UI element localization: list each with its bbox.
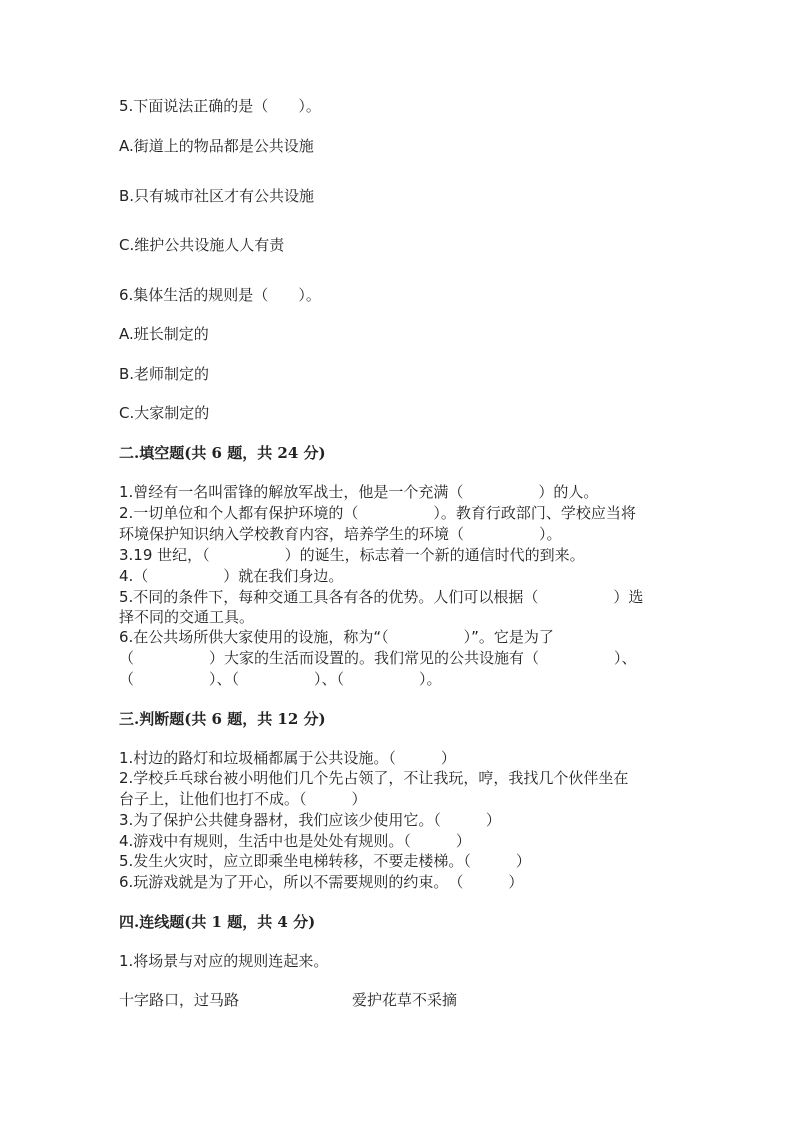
question-line: 环境保护知识纳入学校教育内容，培养学生的环境（ ）。 — [119, 525, 562, 543]
question-line: 6.玩游戏就是为了开心，所以不需要规则的约束。 （ ） — [119, 873, 524, 891]
question-line: 1.曾经有一名叫雷锋的解放军战士，他是一个充满（ ）的人。 — [119, 483, 599, 501]
question-line: 1.村边的路灯和垃圾桶都属于公共设施。（ ） — [119, 749, 456, 767]
question-line: （ ）大家的生活而设置的。我们常见的公共设施有（ ）、 — [119, 649, 637, 667]
option-c: C.维护公共设施人人有责 — [119, 236, 285, 254]
section-heading: 三.判断题(共 6 题，共 12 分) — [119, 710, 326, 728]
question-stem: 5.下面说法正确的是（ ）。 — [119, 97, 321, 115]
question-line: 5.发生火灾时，应立即乘坐电梯转移，不要走楼梯。（ ） — [119, 852, 531, 870]
question-stem: 1.将场景与对应的规则连起来。 — [119, 952, 329, 970]
question-line: 2.一切单位和个人都有保护环境的（ ）。教育行政部门、学校应当将 — [119, 504, 636, 522]
match-right-item: 爱护花草不采摘 — [352, 991, 458, 1009]
question-line: 台子上，让他们也打不成。（ ） — [119, 790, 367, 808]
question-line: 3.19 世纪，（ ）的诞生，标志着一个新的通信时代的到来。 — [119, 546, 585, 564]
question-line: 6.在公共场所供大家使用的设施，称为“（ ）”。它是为了 — [119, 628, 554, 646]
option-a: A.班长制定的 — [119, 325, 209, 343]
option-c: C.大家制定的 — [119, 404, 210, 422]
question-stem: 6.集体生活的规则是（ ）。 — [119, 286, 321, 304]
question-line: 3.为了保护公共健身器材，我们应该少使用它。（ ） — [119, 811, 501, 829]
question-line: （ ）、（ ）、（ ）。 — [119, 670, 442, 688]
match-left-item: 十字路口，过马路 — [119, 991, 240, 1009]
section-heading: 四.连线题(共 1 题，共 4 分) — [119, 913, 316, 931]
section-heading: 二.填空题(共 6 题，共 24 分) — [119, 444, 326, 462]
question-line: 2.学校乒乓球台被小明他们几个先占领了，不让我玩，哼，我找几个伙伴坐在 — [119, 769, 629, 787]
question-line: 择不同的交通工具。 — [119, 608, 255, 626]
question-line: 5.不同的条件下，每种交通工具各有各的优势。人们可以根据（ ）选 — [119, 588, 644, 606]
option-b: B.只有城市社区才有公共设施 — [119, 187, 315, 205]
option-b: B.老师制定的 — [119, 365, 210, 383]
option-a: A.街道上的物品都是公共设施 — [119, 137, 314, 155]
question-line: 4.游戏中有规则，生活中也是处处有规则。（ ） — [119, 832, 471, 850]
question-line: 4.（ ）就在我们身边。 — [119, 567, 344, 585]
